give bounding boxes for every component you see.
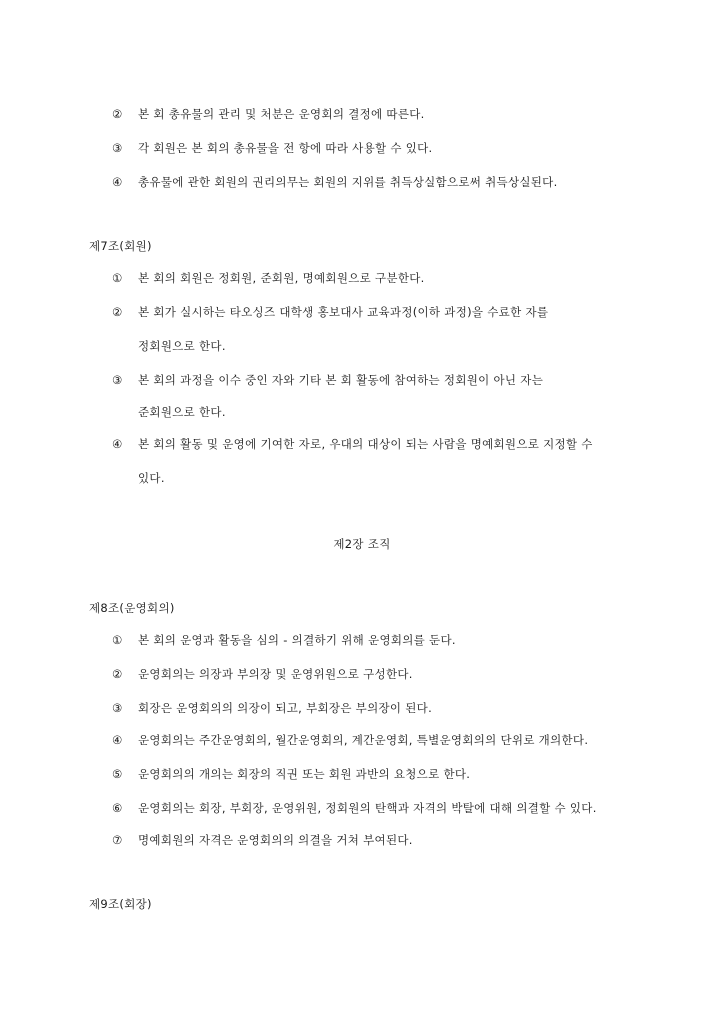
item-number: ① xyxy=(112,633,123,647)
list-item xyxy=(112,304,548,320)
item-number: ③ xyxy=(112,373,123,387)
item-text: 본 회가 실시하는 타오싱즈 대학생 홍보대사 교육과정(이하 과정)을 수료한 자를 xyxy=(138,305,549,319)
item-number: ② xyxy=(112,667,123,681)
list-item xyxy=(112,270,425,286)
item-number: ⑤ xyxy=(112,767,123,781)
item-number: ② xyxy=(112,107,123,121)
item-number: ③ xyxy=(112,701,123,715)
item-text: 운영회의는 주간운영회의, 월간운영회의, 계간운영회, 특별운영회의의 단위로 개의한다. xyxy=(138,733,589,747)
item-number: ④ xyxy=(112,437,123,451)
item-number: ② xyxy=(112,305,123,319)
list-item xyxy=(112,766,470,782)
item-text: 본 회의 운영과 활동을 심의 - 의결하기 위해 운영회의를 둔다. xyxy=(138,633,456,647)
article-heading: 제7조(회원) xyxy=(89,239,152,253)
item-number: ① xyxy=(112,271,123,285)
item-text: 운영회의의 개의는 회장의 직권 또는 회원 과반의 요청으로 한다. xyxy=(138,767,471,781)
list-item xyxy=(112,106,425,122)
item-text: 본 회의 활동 및 운영에 기여한 자로, 우대의 대상이 되는 사람을 명예회원으로 지정할 수 xyxy=(138,437,593,451)
item-text: 명예회원의 자격은 운영회의의 의결을 거쳐 부여된다. xyxy=(138,833,413,847)
item-text: 각 회원은 본 회의 총유물을 전 항에 따라 사용할 수 있다. xyxy=(138,141,433,155)
item-text: 회장은 운영회의의 의장이 되고, 부회장은 부의장이 된다. xyxy=(138,701,433,715)
item-text: 운영회의는 의장과 부의장 및 운영위원으로 구성한다. xyxy=(138,667,413,681)
list-item xyxy=(112,632,456,648)
item-text: 운영회의는 회장, 부회장, 운영위원, 정회원의 탄핵과 자격의 박탈에 대해 의결할 수 있다. xyxy=(138,801,597,815)
item-text: 본 회의 과정을 이수 중인 자와 기타 본 회 활동에 참여하는 정회원이 아닌 자는 xyxy=(138,373,544,387)
item-text: 본 회 총유물의 관리 및 처분은 운영회의 결정에 따른다. xyxy=(138,107,425,121)
item-number: ⑥ xyxy=(112,801,123,815)
article-heading: 제9조(회장) xyxy=(89,897,152,911)
item-continuation: 준회원으로 한다. xyxy=(138,405,226,419)
item-number: ④ xyxy=(112,175,123,189)
item-number: ④ xyxy=(112,733,123,747)
item-text: 총유물에 관한 회원의 권리의무는 회원의 지위를 취득상실함으로써 취득상실된다. xyxy=(138,175,558,189)
list-item xyxy=(112,800,597,816)
item-number: ③ xyxy=(112,141,123,155)
list-item xyxy=(112,700,432,716)
list-item xyxy=(112,666,413,682)
item-text: 본 회의 회원은 정회원, 준회원, 명예회원으로 구분한다. xyxy=(138,271,425,285)
item-number: ⑦ xyxy=(112,833,123,847)
list-item xyxy=(112,140,433,156)
list-item xyxy=(112,436,593,452)
article-heading: 제8조(운영회의) xyxy=(89,601,175,615)
list-item xyxy=(112,732,588,748)
item-continuation: 정회원으로 한다. xyxy=(138,339,226,353)
list-item xyxy=(112,174,558,190)
item-continuation: 있다. xyxy=(138,471,165,485)
list-item xyxy=(112,372,543,388)
list-item xyxy=(112,832,413,848)
chapter-title: 제2장 조직 xyxy=(333,537,391,551)
